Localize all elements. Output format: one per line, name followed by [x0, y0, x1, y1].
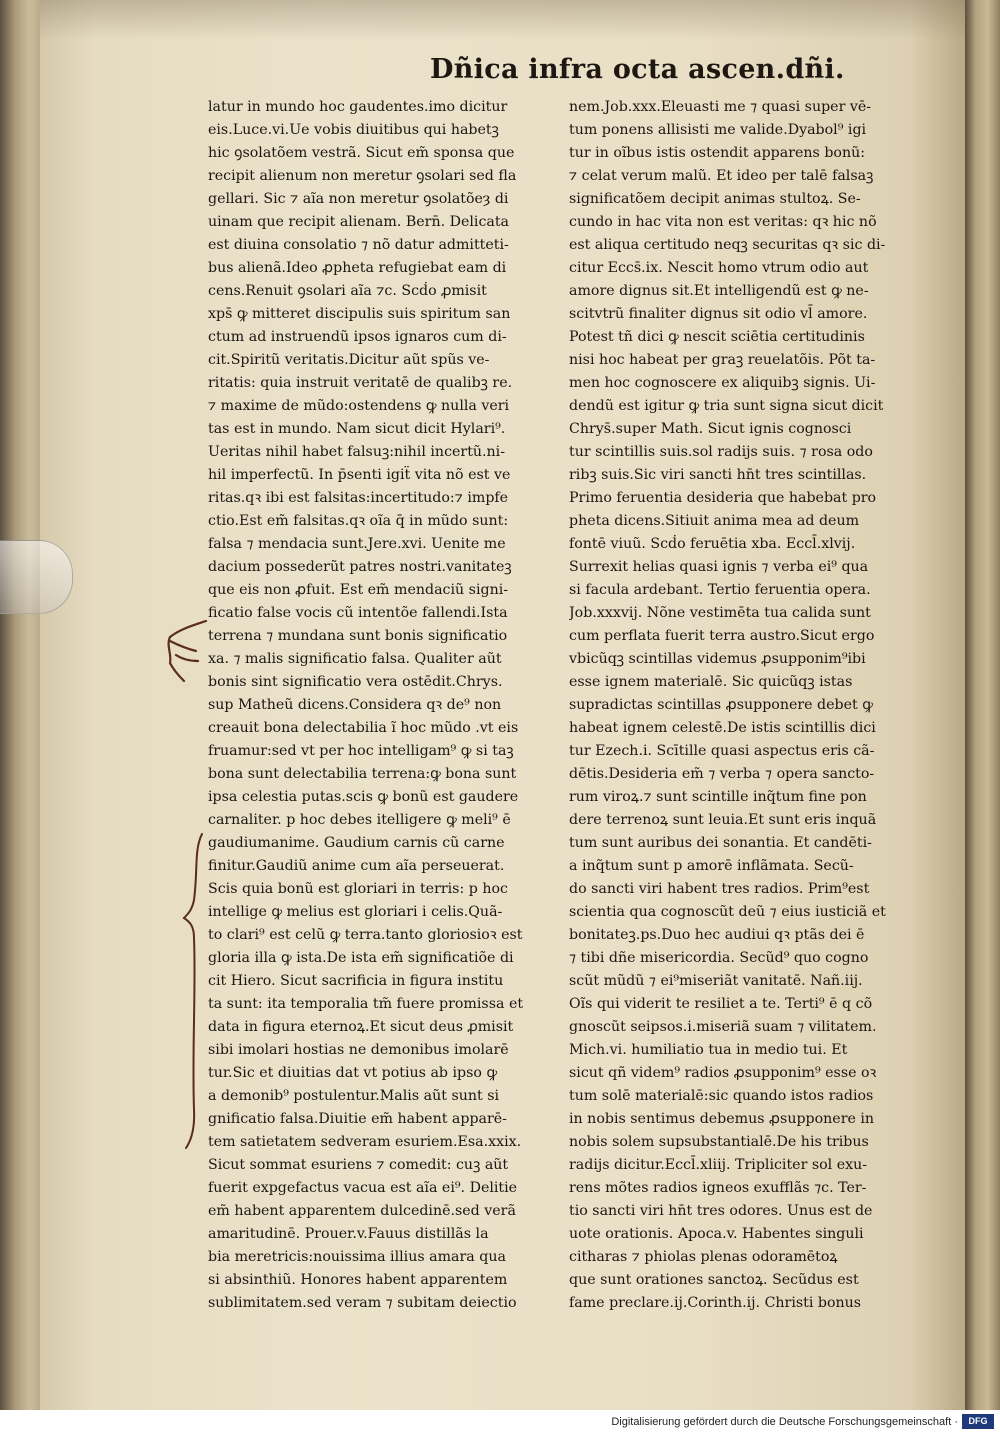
text-line: ta sunt: ita temporalia tm̃ fuere promissa et — [208, 996, 524, 1012]
text-line: Mich.vi. humiliatio tua in medio tui. Et — [569, 1042, 848, 1058]
text-line: est aliqua certitudo neqꝫ securitas qꝛ sic di- — [569, 237, 886, 253]
text-line: cit Hiero. Sicut sacrificia in figura institu — [208, 973, 504, 989]
text-line: citur Eccs̄.ix. Nescit homo vtrum odio aut — [569, 260, 869, 276]
text-line: fame preclare.ij.Corinth.ij. Christi bonus — [569, 1295, 862, 1311]
text-line: rens mõtes radios igneos exufflãs ⁊c. Ter- — [569, 1180, 867, 1196]
text-line: gnoscũt seipsos.i.miseriã suam ⁊ vilitatem. — [569, 1019, 877, 1035]
right-text-column — [569, 96, 911, 1315]
text-line: fuerit expgefactus vacua est aĩa ei⁹. Delitie — [208, 1180, 518, 1196]
text-line: tur Ezech.i. Scītille quasi aspectus eris cã- — [569, 743, 875, 759]
text-line: habeat ignem celestē.De istis scintillis dici — [569, 720, 876, 736]
text-line: vbicũqꝫ scintillas videmus ꝓsupponim⁹ibi — [569, 651, 866, 667]
text-line: tum sunt auribus dei sonantia. Et candēti- — [569, 835, 872, 851]
text-line: si facula ardebant. Tertio feruentia opera. — [569, 582, 871, 598]
text-line: Sicut sommat esuriens ⁊ comedit: cuꝫ aũt — [208, 1157, 509, 1173]
text-line: gloria illa ꝙ ista.De ista em̃ significatiõe di — [208, 950, 514, 966]
text-line: dere terrenoꝝ sunt leuia.Et sunt eris inquã — [569, 812, 877, 828]
text-line: que eis non ꝓfuit. Est em̃ mendaciũ signi- — [208, 582, 509, 598]
text-line: do sancti viri habent tres radios. Prim⁹est — [569, 881, 870, 897]
text-line: uote orationis. Apoca.v. Habentes singuli — [569, 1226, 864, 1242]
text-line: sicut qñ videm⁹ radios ꝓsupponim⁹ esse oꝛ — [569, 1065, 877, 1081]
text-line: fontē viuũ. Scḋo feruētia xba. Eccl̄.xlvij. — [569, 536, 856, 552]
text-line: tur.Sic et diuitias dat vt potius ab ipso ꝙ — [208, 1065, 498, 1081]
text-line: ctum ad instruendũ ipsos ignaros cum di- — [208, 329, 507, 345]
text-line: Scis quia bonũ est gloriari in terris: p hoc — [208, 881, 508, 897]
text-line: que sunt orationes sanctoꝝ. Secũdus est — [569, 1272, 859, 1288]
text-line: dendũ est igitur ꝙ tria sunt signa sicut dicit — [569, 398, 884, 414]
text-line: ritas.qꝛ ibi est falsitas:incertitudo:⁊ impfe — [208, 490, 509, 506]
running-heading: Dñica infra octa ascen.dñi. — [430, 54, 845, 85]
text-line: nobis solem supsubstantialē.De his tribus — [569, 1134, 869, 1150]
text-line: cum perflata fuerit terra austro.Sicut ergo — [569, 628, 875, 644]
text-line: si absinthiũ. Honores habent apparentem — [208, 1272, 508, 1288]
text-line: cundo in hac vita non est veritas: qꝛ hic nõ — [569, 214, 877, 230]
text-line: gellari. Sic ⁊ aĩa non meretur ꝯsolatõeȝ di — [208, 191, 509, 207]
text-line: rum viroꝝ.⁊ sunt scintille inq̃tum fine pon — [569, 789, 867, 805]
text-line: supradictas scintillas ꝓsupponere debet ꝙ — [569, 697, 873, 713]
text-line: tur scintillis suis.sol radijs suis. ⁊ rosa odo — [569, 444, 873, 460]
left-text-column — [208, 96, 556, 1315]
text-line: uinam que recipit alienam. Bern̄. Delicata — [208, 214, 510, 230]
text-line: dētis.Desideria em̃ ⁊ verba ⁊ opera sancto- — [569, 766, 875, 782]
funding-credit: Digitalisierung gefördert durch die Deutsche Forschungsgemeinschaft · — [611, 1416, 958, 1428]
text-line: cit.Spiritũ veritatis.Dicitur aũt spũs ve- — [208, 352, 490, 368]
text-line: bonitateꝫ.ps.Duo hec audiui qꝛ ptãs dei ē — [569, 927, 865, 943]
text-line: radijs dicitur.Eccl̄.xliij. Tripliciter sol exu- — [569, 1157, 868, 1173]
text-line: a inq̃tum sunt p amorē inflãmata. Secũ- — [569, 858, 854, 874]
text-line: bus alienã.Ideo ꝓpheta refugiebat eam di — [208, 260, 507, 276]
text-line: creauit bona delectabilia ĩ hoc mũdo .vt eis — [208, 720, 519, 736]
text-line: bia meretricis:nouissima illius amara qua — [208, 1249, 506, 1265]
right-page-edge — [965, 0, 1000, 1410]
text-line: Surrexit helias quasi ignis ⁊ verba ei⁹ qua — [569, 559, 869, 575]
text-line: Oĩs qui viderit te resiliet a te. Terti⁹ ē q cõ — [569, 996, 873, 1012]
text-line: to clari⁹ est celũ ꝙ terra.tanto gloriosioꝛ est — [208, 927, 523, 943]
text-line: bona sunt delectabilia terrena:ꝙ bona sunt — [208, 766, 517, 782]
text-line: falsa ⁊ mendacia sunt.Jere.xvi. Uenite me — [208, 536, 506, 552]
text-line: esse ignem materialē. Sic quicũqꝫ istas — [569, 674, 853, 690]
text-line: significatõem decipit animas stultoꝝ. Se- — [569, 191, 861, 207]
text-line: sublimitatem.sed veram ⁊ subitam deiectio — [208, 1295, 517, 1311]
text-line: recipit alienum non meretur ꝯsolari sed fla — [208, 168, 517, 184]
text-line: tio sancti viri hn̄t tres odores. Unus est de — [569, 1203, 873, 1219]
text-line: amaritudinē. Prouer.v.Fauus distillãs la — [208, 1226, 489, 1242]
text-line: citharas ⁊ phiolas plenas odoramētoꝝ — [569, 1249, 838, 1265]
text-line: Job.xxxvij. Nõne vestimēta tua calida sunt — [569, 605, 871, 621]
text-line: Ueritas nihil habet falsuꝫ:nihil incertũ.ni- — [208, 444, 506, 460]
manicule-annotation — [160, 615, 210, 685]
text-line: est diuina consolatio ⁊ nõ datur admitteti- — [208, 237, 509, 253]
text-line: ⁊ maxime de mũdo:ostendens ꝙ nulla veri — [208, 398, 510, 414]
text-line: tum ponens allisisti me valide.Dyabol⁹ igi — [569, 122, 867, 138]
text-line: tem satietatem sedveram esuriem.Esa.xxix. — [208, 1134, 522, 1150]
text-line: Primo feruentia desideria que habebat pro — [569, 490, 877, 506]
text-line: sup Matheũ dicens.Considera qꝛ de⁹ non — [208, 697, 502, 713]
text-line: xps̄ ꝙ mitteret discipulis suis spiritum san — [208, 306, 511, 322]
text-line: Potest tñ dici ꝙ nescit sciētia certitudinis — [569, 329, 865, 345]
page-top-shadow — [40, 0, 965, 40]
text-line: scũt mũdũ ⁊ ei⁹miseriãt vanitatē. Nañ.iij. — [569, 973, 863, 989]
text-line: terrena ⁊ mundana sunt bonis significatio — [208, 628, 508, 644]
text-line: intellige ꝙ melius est gloriari i celis.Quã- — [208, 904, 503, 920]
text-line: gaudiumanime. Gaudium carnis cũ carne — [208, 835, 505, 851]
text-line: ⁊ tibi dñe misericordia. Secũd⁹ quo cogno — [569, 950, 869, 966]
text-line: pheta dicens.Sitiuit anima mea ad deum — [569, 513, 860, 529]
text-line: carnaliter. p hoc debes itelligere ꝙ meli⁹ ē — [208, 812, 511, 828]
page-clip — [0, 540, 73, 614]
text-line: tur in oĩbus istis ostendit apparens bonũ: — [569, 145, 866, 161]
bracket-stroke — [184, 834, 202, 1148]
text-line: ctio.Est em̃ falsitas.qꝛ oĩa q̄ in mũdo sunt: — [208, 513, 509, 529]
text-line: ribꝫ suis.Sic viri sancti hn̄t tres scintillas. — [569, 467, 867, 483]
text-line: data in figura eternoꝝ.Et sicut deus ꝓmisit — [208, 1019, 514, 1035]
text-line: scitvtrũ finaliter dignus sit odio vl̄ amore. — [569, 306, 868, 322]
text-line: nem.Job.xxx.Eleuasti me ⁊ quasi super vē- — [569, 99, 872, 115]
left-page-edges — [0, 0, 42, 1410]
text-line: finitur.Gaudiũ anime cum aĩa perseuerat. — [208, 858, 505, 874]
text-line: eis.Luce.vi.Ue vobis diuitibus qui habetꝫ — [208, 122, 499, 138]
dfg-logo: DFG — [962, 1414, 994, 1429]
text-line: Chrys̄.super Math. Sicut ignis cognosci — [569, 421, 852, 437]
marginal-bracket-annotation — [180, 830, 210, 1150]
text-line: dacium possederũt patres nostri.vanitateꝫ — [208, 559, 512, 575]
text-line: a demonib⁹ postulentur.Malis aũt sunt si — [208, 1088, 500, 1104]
text-line: bonis sint significatio vera ostēdit.Chrys. — [208, 674, 503, 690]
text-line: ipsa celestia putas.scis ꝙ bonũ est gaudere — [208, 789, 519, 805]
text-line: nisi hoc habeat per graꝫ reuelatõis. Põt ta- — [569, 352, 876, 368]
text-line: in nobis sentimus debemus ꝓsupponere in — [569, 1111, 875, 1127]
text-line: em̃ habent apparentem dulcedinē.sed verã — [208, 1203, 516, 1219]
text-line: cens.Renuit ꝯsolari aĩa ⁊c. Scḋo ꝓmisit — [208, 283, 487, 299]
text-line: hil imperfectũ. In p̄senti igiẗ vita nõ est ve — [208, 467, 511, 483]
text-line: amore dignus sit.Et intelligendũ est ꝙ ne- — [569, 283, 869, 299]
text-line: gnificatio falsa.Diuitie em̃ habent apparē- — [208, 1111, 507, 1127]
text-line: sibi imolari hostias ne demonibus imolarē — [208, 1042, 509, 1058]
text-line: ritatis: quia instruit veritatē de qualibꝫ re. — [208, 375, 513, 391]
text-line: latur in mundo hoc gaudentes.imo dicitur — [208, 99, 508, 115]
text-line: fruamur:sed vt per hoc intelligam⁹ ꝙ si taꝫ — [208, 743, 514, 759]
text-line: scientia qua cognoscũt deũ ⁊ eius iusticiã et — [569, 904, 886, 920]
text-line: ficatio false vocis cũ intentõe fallendi.Ista — [208, 605, 508, 621]
text-line: hic ꝯsolatõem vestrã. Sicut em̃ sponsa que — [208, 145, 515, 161]
text-line: men hoc cognoscere ex aliquibꝫ signis. Ui- — [569, 375, 876, 391]
text-line: tum solē materialē:sic quando istos radios — [569, 1088, 874, 1104]
text-line: xa. ⁊ malis significatio falsa. Qualiter aũt — [208, 651, 502, 667]
text-line: tas est in mundo. Nam sicut dicit Hylari⁹. — [208, 421, 506, 437]
manicule-stroke — [169, 621, 206, 681]
text-line: ⁊ celat verum malũ. Et ideo per talē falsaꝫ — [569, 168, 874, 184]
